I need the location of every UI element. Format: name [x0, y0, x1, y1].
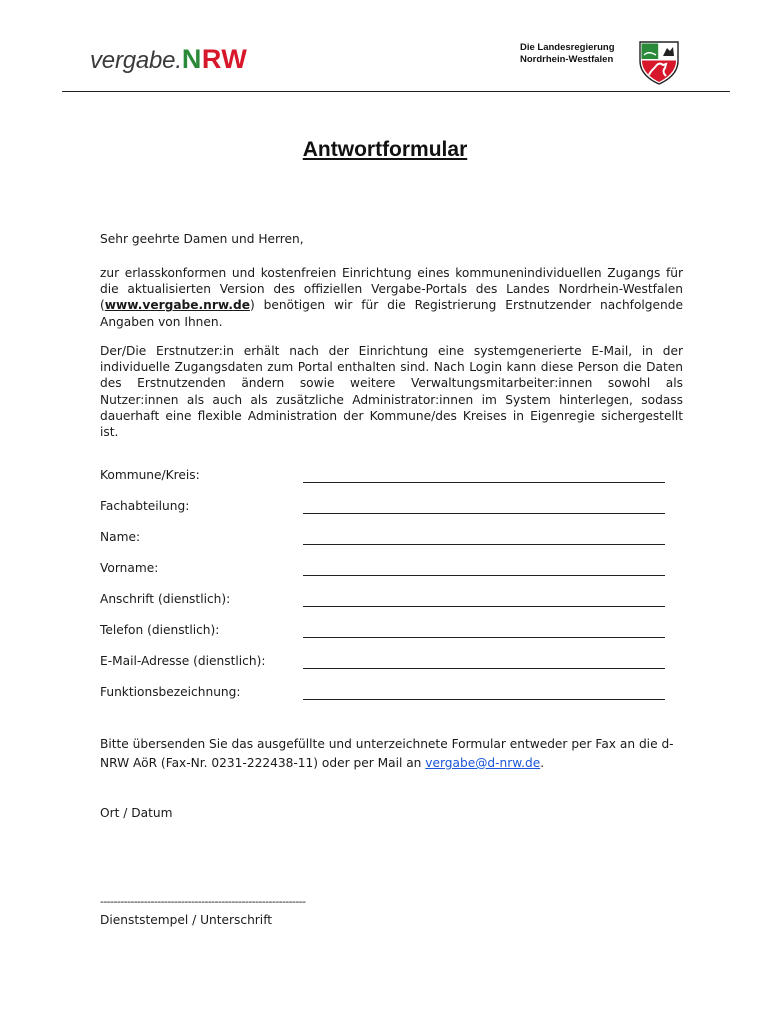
- field-anschrift: [100, 592, 670, 610]
- closing-instructions: Bitte übersenden Sie das ausgefüllte und unterzeichnete Formular entweder per Fax an die d-NRW AöR (Fax-Nr. 0231-222438-11) oder per Mail an vergabe@d-nrw.de.: [100, 737, 674, 770]
- salutation: Sehr geehrte Damen und Herren,: [100, 232, 304, 246]
- field-label: Funktionsbezeichnung:: [100, 685, 241, 699]
- landesregierung-label: [520, 42, 615, 66]
- field-label: Anschrift (dienstlich):: [100, 592, 231, 606]
- vergabe-nrw-logo: [90, 44, 247, 75]
- field-kommune-kreis: [100, 468, 670, 486]
- field-input-line[interactable]: [303, 575, 665, 576]
- gov-line-1: Die Landesregierung: [520, 42, 615, 53]
- vergabe-portal-link[interactable]: www.vergabe.nrw.de: [104, 298, 250, 313]
- field-label: Name:: [100, 530, 141, 544]
- field-vorname: [100, 561, 670, 579]
- field-label: E-Mail-Adresse (dienstlich):: [100, 654, 266, 668]
- field-label: Telefon (dienstlich):: [100, 623, 220, 637]
- field-telefon: [100, 623, 670, 641]
- field-input-line[interactable]: [303, 544, 665, 545]
- field-label: Vorname:: [100, 561, 159, 575]
- place-date-label: Ort / Datum: [100, 806, 173, 820]
- nrw-coat-of-arms-icon: [636, 39, 682, 85]
- gov-line-2: Nordrhein-Westfalen: [520, 54, 614, 65]
- signature-line: -------------------------------------------------------------: [100, 895, 306, 908]
- field-email: [100, 654, 670, 672]
- intro-paragraph: zur erlasskonformen und kostenfreien Einrichtung eines kommunenindividuellen Zugangs für die aktualisierten Version des offiziellen Vergabe-Portals des Landes Nordrhein-Westfalen (www.vergabe.nrw.de) benötigen wir für die Registrierung Erstnutzender nachfolgende Angaben von Ihnen.: [100, 266, 683, 329]
- field-name: [100, 530, 670, 548]
- field-input-line[interactable]: [303, 482, 665, 483]
- field-label: Kommune/Kreis:: [100, 468, 200, 482]
- field-input-line[interactable]: [303, 637, 665, 638]
- field-input-line[interactable]: [303, 699, 665, 700]
- signature-label: Dienststempel / Unterschrift: [100, 913, 273, 927]
- logo-text-vergabe: vergabe.: [90, 47, 182, 74]
- document-title: Antwortformular: [302, 138, 468, 161]
- field-input-line[interactable]: [303, 606, 665, 607]
- logo-text-nrw: NRW: [181, 44, 248, 74]
- email-link[interactable]: vergabe@d-nrw.de: [425, 756, 541, 770]
- field-input-line[interactable]: [303, 513, 665, 514]
- field-input-line[interactable]: [303, 668, 665, 669]
- field-label: Fachabteilung:: [100, 499, 190, 513]
- header-divider: [62, 91, 730, 92]
- explanation-paragraph: Der/Die Erstnutzer:in erhält nach der Einrichtung eine systemgenerierte E-Mail, in der individuelle Zugangsdaten zum Portal enthalten sind. Nach Login kann diese Person die Daten des Erstnutzenden ändern sowie weitere Verwaltungsmitarbeiter:innen sowohl als Nutzer:innen als auch als zusätzliche Administrator:innen im System hinterlegen, sodass dauerhaft eine flexible Administration der Kommune/des Kreises in Eigenregie sichergestellt ist.: [100, 344, 683, 440]
- field-funktionsbezeichnung: [100, 685, 670, 703]
- field-fachabteilung: [100, 499, 670, 517]
